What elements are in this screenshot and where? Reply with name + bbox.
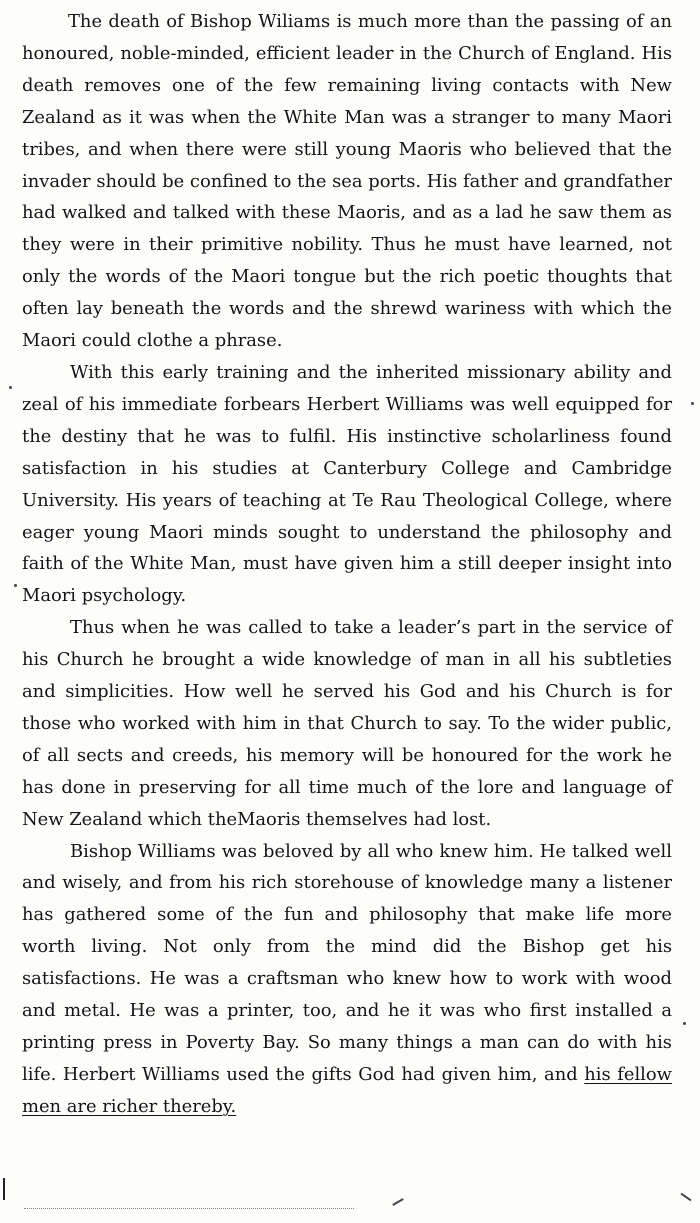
paragraph-1: The death of Bishop Wiliams is much more than the passing of an honoured, noble-minded, efficient leader in the Church of England. His death removes one of the few remaining living contacts with New Zealand as it was when the White Man was a stranger to many Maori tribes, and when there were still young Maoris who believed that the invader should be confined to the sea ports. His father and grandfather had walked and talked with these Maoris, and as a lad he saw them as they were in their primitive nobility. Thus he must have learned, not only the words of the Maori tongue but the rich poetic thoughts that often lay beneath the words and the shrewd wariness with which the Maori could clothe a phrase.	[22, 11, 672, 352]
margin-speck	[683, 1022, 686, 1025]
margin-rule	[3, 1178, 5, 1200]
margin-speck	[691, 402, 694, 405]
paragraph-3: Thus when he was called to take a leader’s part in the service of his Church he brought a wide knowledge of man in all his subtleties and simplicities. How well he served his God and his Church is for those who worked with him in that Church to say. To the wider public, of all sects and creeds, his memory will be honoured for the work he has done in preserving for all time much of the lore and language of New Zealand which theMaoris themselves had lost.	[22, 617, 672, 830]
paragraph-4-closing: his fellow men are richer thereby.	[22, 1063, 672, 1117]
ink-tick-mark	[392, 1198, 403, 1206]
paragraph-4-body: Bishop Williams was beloved by all who knew him. He talked well and wisely, and from his rich storehouse of knowledge many a listener has gathered some of the fun and philosophy that make life more worth living. Not only from the mind did the Bishop get his satisfactions. He was a craftsman who knew how to work with wood and metal. He was a printer, too, and he it was who first installed a printing press in Poverty Bay. So many things a man can do with his life. Herbert Williams used the gifts God had given him, and	[22, 840, 672, 1085]
margin-speck	[9, 386, 12, 389]
bottom-rule	[24, 1208, 354, 1209]
ink-tick-mark	[681, 1193, 692, 1202]
article-column	[22, 6, 672, 1123]
paragraph-2: With this early training and the inherited missionary ability and zeal of his immediate forbears Herbert Williams was well equipped for the destiny that he was to fulfil. His instinctive scholarliness found satisfaction in his studies at Canterbury College and Cambridge University. His years of teaching at Te Rau Theological College, where eager young Maori minds sought to understand the philosophy and faith of the White Man, must have given him a still deeper insight into Maori psychology.	[22, 361, 672, 607]
margin-speck	[14, 584, 17, 587]
paragraph-4	[22, 836, 672, 1123]
